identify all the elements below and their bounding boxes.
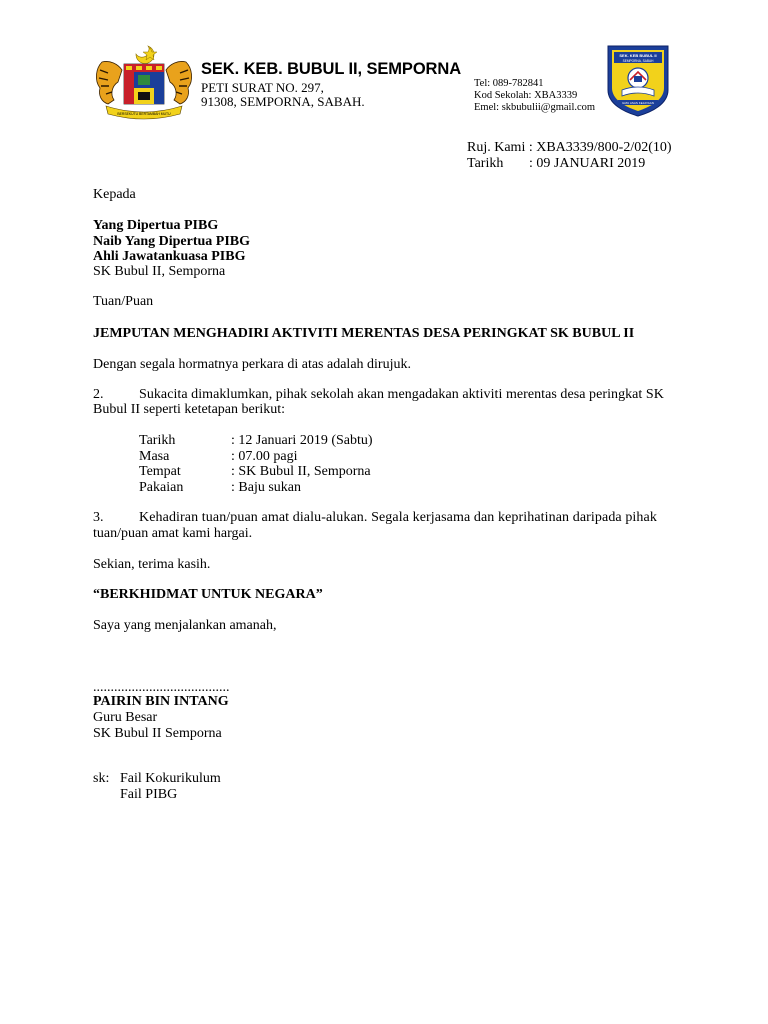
amanah: Saya yang menjalankan amanah, [93, 618, 277, 633]
detail-row-pakaian [139, 480, 301, 496]
school-logo-motto: ILMU ASAS KEJAYAAN [622, 101, 654, 105]
signatory-school: SK Bubul II Semporna [93, 726, 222, 741]
coat-of-arms-logo [92, 44, 196, 120]
paragraph-2-line-1: Sukacita dimaklumkan, pihak sekolah akan mengadakan aktiviti merentas desa peringkat SK [139, 387, 664, 402]
contact-email: Emel: skbubulii@gmail.com [474, 102, 596, 113]
contact-tel: Tel: 089-782841 [474, 78, 544, 89]
reference-number: Ruj. Kami : XBA3339/800-2/02(10) [467, 140, 672, 155]
kepada: Kepada [93, 187, 136, 202]
detail-label: Tempat [139, 464, 181, 479]
contact-school-code: Kod Sekolah: XBA3339 [474, 90, 578, 101]
detail-row-masa [139, 449, 298, 465]
letter-subject: JEMPUTAN MENGHADIRI AKTIVITI MERENTAS DESA PERINGKAT SK BUBUL II [93, 326, 635, 341]
reference-date-value: : 09 JANUARI 2019 [529, 156, 646, 171]
recipient-org: SK Bubul II, Semporna [93, 264, 226, 279]
detail-value: : SK Bubul II, Semporna [231, 464, 371, 479]
detail-label: Pakaian [139, 480, 184, 495]
salutation: Tuan/Puan [93, 294, 154, 309]
reference-date-label: Tarikh [467, 156, 504, 171]
cc-label: sk: [93, 771, 110, 786]
paragraph-3-number: 3. [93, 510, 104, 525]
school-logo-subtitle: SEMPORNA, SABAH [622, 59, 654, 63]
address-line-1: PETI SURAT NO. 297, [201, 80, 324, 95]
motto: “BERKHIDMAT UNTUK NEGARA” [93, 587, 323, 602]
address-line-2: 91308, SEMPORNA, SABAH. [201, 94, 365, 109]
closing: Sekian, terima kasih. [93, 557, 211, 572]
paragraph-1: Dengan segala hormatnya perkara di atas adalah dirujuk. [93, 357, 411, 372]
school-logo [604, 42, 672, 118]
detail-label: Masa [139, 449, 170, 464]
school-logo-title: SEK. KEB BUBUL II [619, 53, 657, 58]
signatory-name: PAIRIN BIN INTANG [93, 694, 229, 709]
paragraph-3-line-2: tuan/puan amat kami hargai. [93, 526, 253, 541]
signatory-title: Guru Besar [93, 710, 158, 725]
detail-value: : 07.00 pagi [231, 449, 298, 464]
detail-value: : 12 Januari 2019 (Sabtu) [231, 433, 373, 448]
cc-item: Fail PIBG [120, 787, 178, 802]
detail-value: : Baju sukan [231, 480, 301, 495]
recipient-line: Ahli Jawatankuasa PIBG [93, 249, 246, 264]
paragraph-3-line-1: Kehadiran tuan/puan amat dialu-alukan. Segala kerjasama dan keprihatinan daripada pihak [139, 510, 657, 525]
paragraph-2-line-2: Bubul II seperti ketetapan berikut: [93, 402, 286, 417]
recipient-line: Yang Dipertua PIBG [93, 218, 219, 233]
recipient-line: Naib Yang Dipertua PIBG [93, 234, 251, 249]
detail-row-tempat [139, 464, 371, 480]
cc-item: Fail Kokurikulum [120, 771, 221, 786]
detail-label: Tarikh [139, 433, 176, 448]
paragraph-2-number: 2. [93, 387, 104, 402]
signature-line: ....................................... [93, 680, 230, 695]
school-name: SEK. KEB. BUBUL II, SEMPORNA [201, 60, 462, 78]
detail-row-tarikh [139, 433, 373, 449]
crest-banner-text: BERSEKUTU BERTAMBAH MUTU [117, 112, 171, 116]
